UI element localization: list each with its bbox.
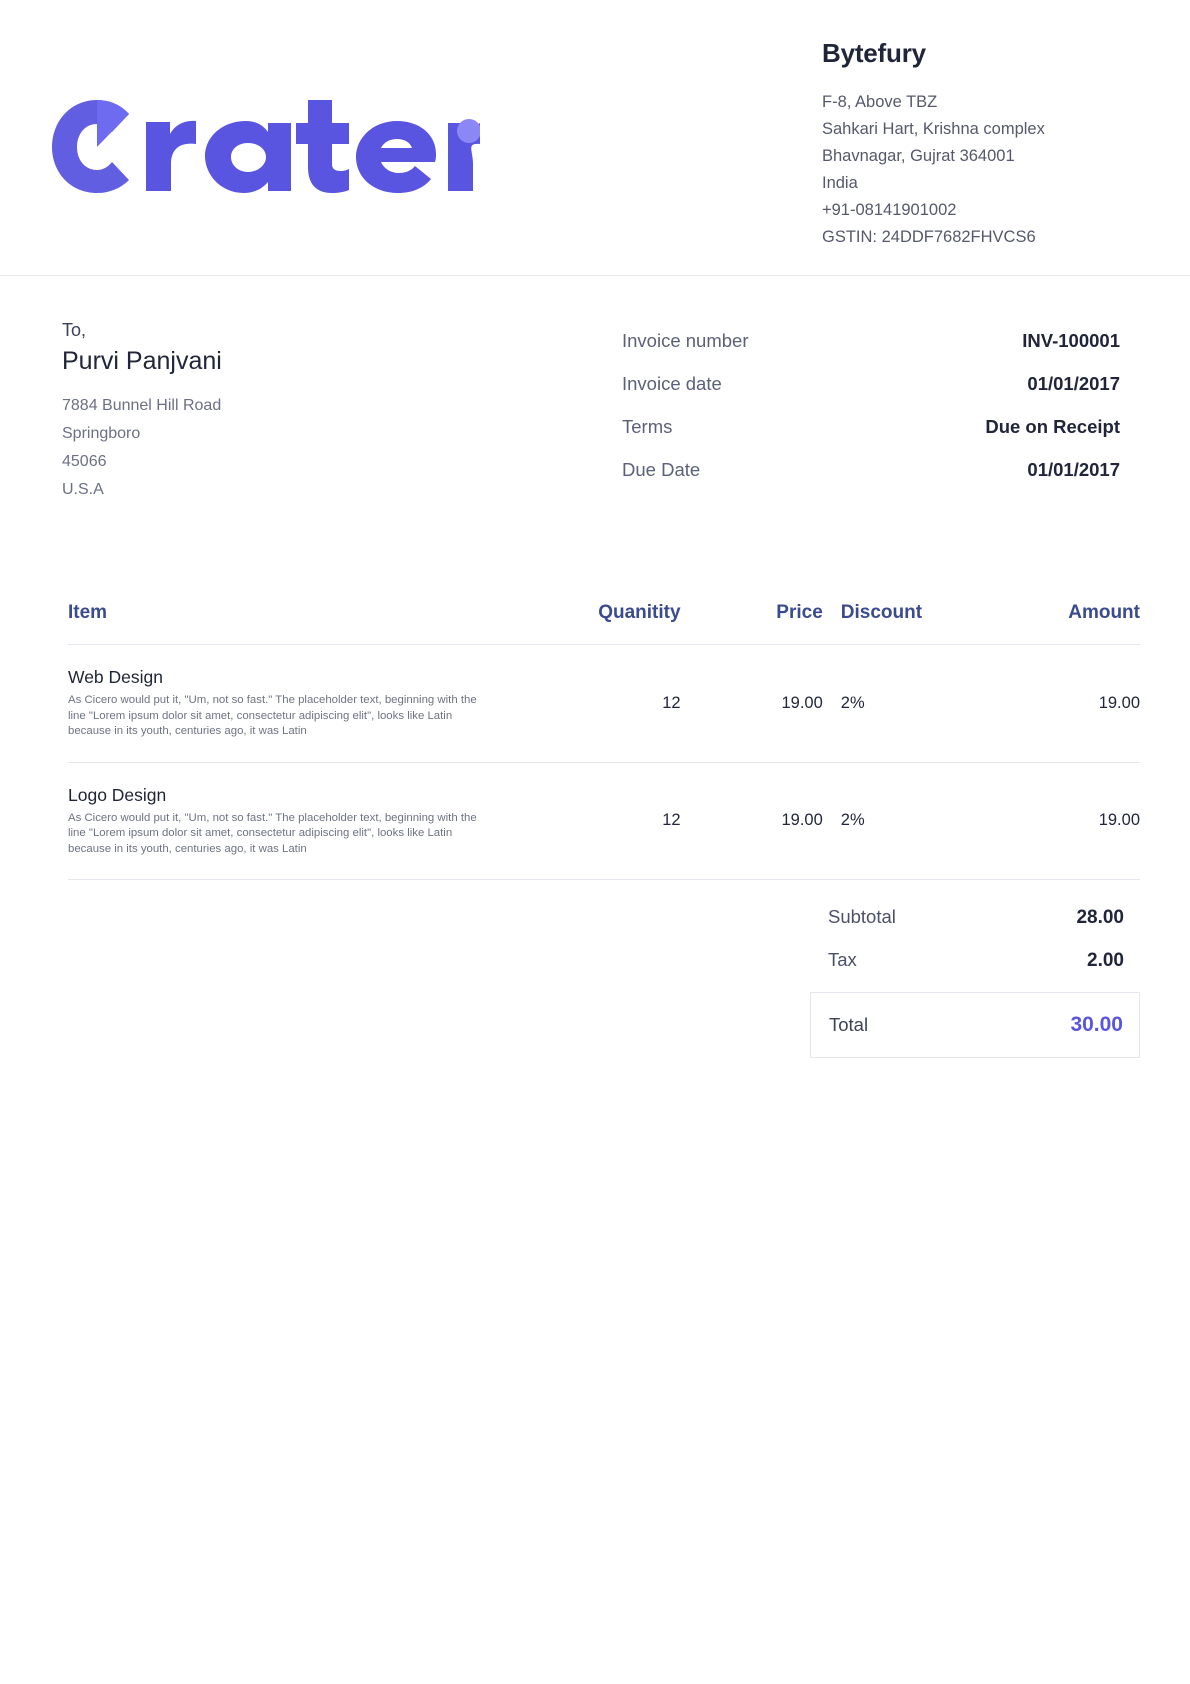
item-discount: 2%	[823, 645, 987, 763]
item-description: As Cicero would put it, "Um, not so fast." The placeholder text, beginning with the line "Lorem ipsum dolor sit amet, consectetur adipiscing elit", looks like Latin because in its youth, centuries ago, it was Latin	[68, 694, 477, 737]
meta-row-terms	[622, 416, 1120, 438]
item-quantity: 12	[538, 762, 680, 880]
meta-value: 01/01/2017	[1027, 373, 1120, 394]
meta-label: Due Date	[622, 459, 701, 480]
meta-label: Invoice date	[622, 373, 722, 394]
company-phone: +91-08141901002	[822, 201, 957, 219]
tax-row	[810, 949, 1140, 972]
item-title: Web Design	[68, 667, 164, 687]
meta-row-due-date	[622, 459, 1120, 481]
crater-logo-icon	[50, 92, 480, 197]
items-table-wrap	[68, 602, 1140, 880]
table-row	[68, 645, 1140, 763]
meta-value: 01/01/2017	[1027, 459, 1120, 480]
subtotal-value: 28.00	[1076, 907, 1124, 928]
customer-name: Purvi Panjvani	[62, 347, 222, 375]
subtotal-row	[810, 906, 1140, 929]
bill-to-block	[62, 320, 622, 504]
table-row	[68, 762, 1140, 880]
total-row	[810, 992, 1140, 1058]
tax-value: 2.00	[1087, 950, 1124, 971]
meta-value: Due on Receipt	[985, 416, 1120, 437]
totals-block	[0, 906, 1140, 1058]
crater-logo	[50, 34, 480, 197]
meta-label: Terms	[622, 416, 673, 437]
bill-to-label: To,	[62, 320, 87, 340]
item-description: As Cicero would put it, "Um, not so fast." The placeholder text, beginning with the line "Lorem ipsum dolor sit amet, consectetur adipiscing elit", looks like Latin because in its youth, centuries ago, it was Latin	[68, 811, 477, 855]
invoice-meta	[622, 320, 1140, 504]
meta-row-invoice-date	[622, 373, 1120, 395]
company-gstin: GSTIN: 24DDF7682FHVCS6	[822, 228, 1036, 246]
total-value: 30.00	[1070, 1013, 1123, 1036]
item-quantity: 12	[538, 645, 680, 763]
column-header-amount: Amount	[987, 602, 1140, 645]
item-price: 19.00	[681, 762, 823, 880]
meta-value: INV-100001	[1022, 330, 1120, 351]
column-header-discount: Discount	[823, 602, 987, 645]
tax-label: Tax	[828, 949, 857, 970]
item-price: 19.00	[681, 645, 823, 763]
item-discount: 2%	[823, 762, 987, 880]
company-address-line: Bhavnagar, Gujrat 364001	[822, 147, 1015, 165]
column-header-price: Price	[681, 602, 823, 645]
customer-address-line: U.S.A	[62, 481, 104, 498]
item-amount: 19.00	[987, 762, 1140, 880]
company-block	[822, 34, 1122, 251]
company-address-line: India	[822, 174, 858, 192]
customer-address-line: 7884 Bunnel Hill Road	[62, 397, 222, 414]
item-amount: 19.00	[987, 645, 1140, 763]
meta-label: Invoice number	[622, 330, 749, 351]
item-title: Logo Design	[68, 784, 167, 805]
invoice-header	[0, 0, 1190, 276]
items-table	[68, 602, 1140, 880]
meta-row-invoice-number	[622, 330, 1120, 352]
invoice-details	[0, 276, 1190, 504]
company-address-line: Sahkari Hart, Krishna complex	[822, 120, 1045, 138]
company-address-line: F-8, Above TBZ	[822, 93, 938, 111]
subtotal-label: Subtotal	[828, 906, 896, 927]
customer-address-line: Springboro	[62, 425, 141, 442]
total-label: Total	[829, 1014, 869, 1035]
company-name: Bytefury	[822, 38, 926, 68]
table-header-row	[68, 602, 1140, 645]
column-header-item: Item	[68, 602, 538, 645]
column-header-quantity: Quanitity	[538, 602, 680, 645]
customer-address-line: 45066	[62, 453, 107, 470]
